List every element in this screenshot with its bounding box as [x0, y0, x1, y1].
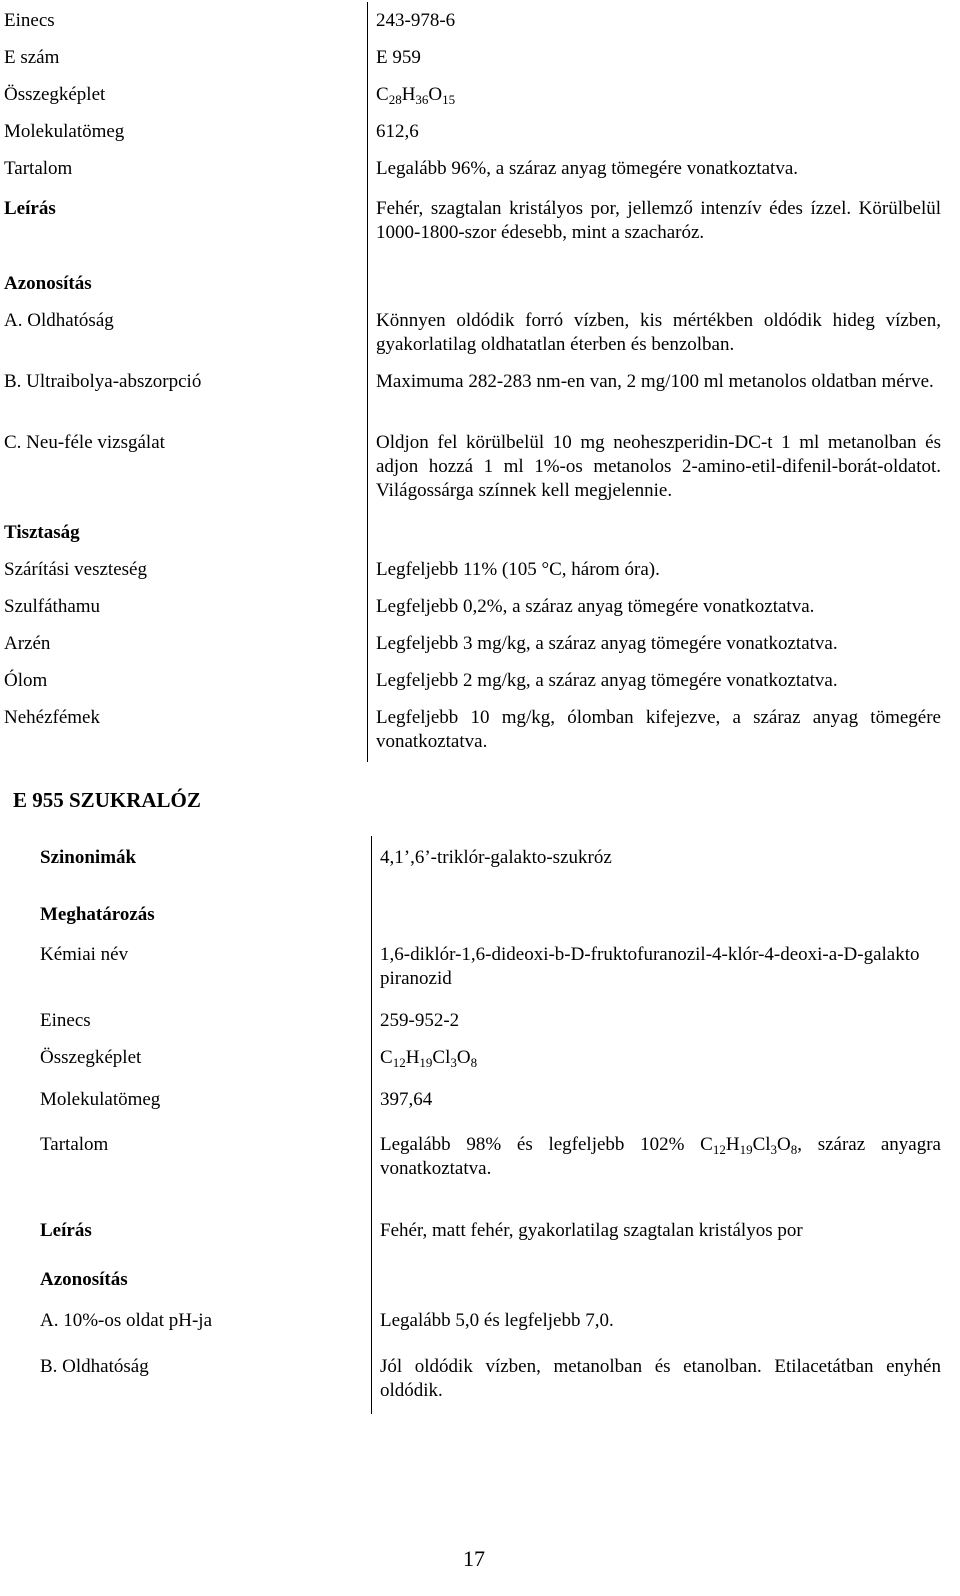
value-szulfathamu: Legfeljebb 0,2%, a száraz anyag tömegére vonatkoztatva.: [376, 596, 815, 617]
formula-subscript: 36: [415, 92, 429, 107]
value-olom: Legfeljebb 2 mg/kg, a száraz anyag tömegére vonatkoztatva.: [376, 670, 838, 691]
value-szinonimak: 4,1’,6’-triklór-galakto-szukróz: [380, 847, 612, 868]
value-leiras: Fehér, szagtalan kristályos por, jellemző intenzív édes ízzel. Körülbelül 1000-1800-szor édesebb, mint a szacharóz.: [376, 198, 941, 243]
value-oldhatosag-2: Jól oldódik vízben, metanolban és etanolban. Etilacetátban enyhén oldódik.: [380, 1356, 941, 1401]
formula-subscript: 12: [712, 1142, 726, 1157]
formula-element: H: [725, 1134, 740, 1155]
label-ph: A. 10%-os oldat pH-ja: [40, 1310, 213, 1331]
value-molekulatomeg-2: 397,64: [380, 1089, 433, 1110]
label-oldhatosag-2: B. Oldhatóság: [40, 1356, 149, 1377]
page-number: 17: [463, 1546, 485, 1571]
tartalom-text: , száraz anyagra vonatkoztatva.: [380, 1134, 941, 1179]
value-arzen: Legfeljebb 3 mg/kg, a száraz anyag tömegére vonatkoztatva.: [376, 633, 838, 654]
value-ultraibolya: Maximuma 282-283 nm-en van, 2 mg/100 ml metanolos oldatban mérve.: [376, 371, 934, 392]
label-molekulatomeg-2: Molekulatömeg: [40, 1089, 161, 1110]
label-osszegkeplet: Összegképlet: [4, 84, 106, 105]
value-einecs-2: 259-952-2: [380, 1010, 460, 1031]
formula-element: C: [700, 1134, 713, 1155]
heading-azonositas-2: Azonosítás: [40, 1269, 128, 1290]
value-osszegkeplet: [376, 83, 455, 107]
formula-element: O: [428, 84, 443, 105]
label-kemiai-nev: Kémiai név: [40, 944, 129, 965]
label-leiras-2: Leírás: [40, 1220, 92, 1241]
column-divider-1: [367, 2, 368, 762]
heading-meghatarozas: Meghatározás: [40, 904, 155, 925]
value-neu-fele: Oldjon fel körülbelül 10 mg neoheszperidin-DC-t 1 ml metanolban és adjon hozzá 1 ml 1%-os metanolos 2-amino-etil-difenil-borát-oldatot. Világossárga színnek kell megjelennie.: [376, 432, 941, 501]
formula-element: O: [777, 1134, 791, 1155]
heading-azonositas: Azonosítás: [4, 273, 92, 294]
label-e-szam: E szám: [4, 47, 60, 68]
formula-subscript: 3: [770, 1142, 778, 1157]
formula-element: O: [456, 1047, 471, 1068]
value-nehezfemek: Legfeljebb 10 mg/kg, ólomban kifejezve, a száraz anyag tömegére vonatkoztatva.: [376, 707, 941, 752]
label-szaritasi: Szárítási veszteség: [4, 559, 147, 580]
formula-element: C: [380, 1047, 393, 1068]
section-title: E 955 SZUKRALÓZ: [13, 788, 201, 812]
label-leiras: Leírás: [4, 198, 56, 219]
formula-subscript: 19: [739, 1142, 753, 1157]
formula-subscript: 15: [442, 92, 456, 107]
label-neu-fele: C. Neu-féle vizsgálat: [4, 432, 165, 453]
label-einecs: Einecs: [4, 10, 55, 31]
formula-element: C: [376, 84, 389, 105]
value-tartalom-2: [380, 1133, 941, 1181]
column-divider-2: [371, 836, 372, 1414]
value-e-szam: E 959: [376, 47, 421, 68]
label-ultraibolya: B. Ultraibolya-abszorpció: [4, 371, 202, 392]
value-einecs: 243-978-6: [376, 10, 456, 31]
value-ph: Legalább 5,0 és legfeljebb 7,0.: [380, 1310, 614, 1331]
formula-element: Cl: [752, 1134, 771, 1155]
value-molekulatomeg: 612,6: [376, 121, 419, 142]
label-tartalom: Tartalom: [4, 158, 73, 179]
formula-subscript: 12: [392, 1055, 406, 1070]
value-szaritasi: Legfeljebb 11% (105 °C, három óra).: [376, 559, 660, 580]
heading-tisztasag: Tisztaság: [4, 522, 80, 543]
formula-element: H: [405, 1047, 420, 1068]
value-osszegkeplet-2: [380, 1046, 477, 1070]
label-osszegkeplet-2: Összegképlet: [40, 1047, 142, 1068]
formula-element: H: [401, 84, 416, 105]
value-oldhatosag: Könnyen oldódik forró vízben, kis mértékben oldódik hideg vízben, gyakorlatilag oldhatatlan éterben és benzolban.: [376, 310, 941, 355]
label-olom: Ólom: [4, 670, 48, 691]
formula-subscript: 19: [419, 1055, 433, 1070]
formula-element: Cl: [432, 1047, 451, 1068]
label-molekulatomeg: Molekulatömeg: [4, 121, 125, 142]
formula-subscript: 8: [470, 1055, 478, 1070]
label-nehezfemek: Nehézfémek: [4, 707, 100, 728]
formula-subscript: 3: [450, 1055, 457, 1070]
label-szulfathamu: Szulfáthamu: [4, 596, 101, 617]
value-tartalom: Legalább 96%, a száraz anyag tömegére vonatkoztatva.: [376, 158, 799, 179]
value-leiras-2: Fehér, matt fehér, gyakorlatilag szagtalan kristályos por: [380, 1220, 803, 1241]
label-tartalom-2: Tartalom: [40, 1134, 109, 1155]
tartalom-text: Legalább 98% és legfeljebb 102%: [380, 1134, 685, 1155]
label-oldhatosag: A. Oldhatóság: [4, 310, 114, 331]
formula-subscript: 28: [388, 92, 402, 107]
formula-subscript: 8: [790, 1142, 798, 1157]
label-arzen: Arzén: [4, 633, 51, 654]
value-kemiai-nev: 1,6-diklór-1,6-dideoxi-b-D-fruktofuranozil-4-klór-4-deoxi-a-D-galaktopiranozid: [380, 944, 920, 989]
label-einecs-2: Einecs: [40, 1010, 91, 1031]
label-szinonimak: Szinonimák: [40, 847, 137, 868]
